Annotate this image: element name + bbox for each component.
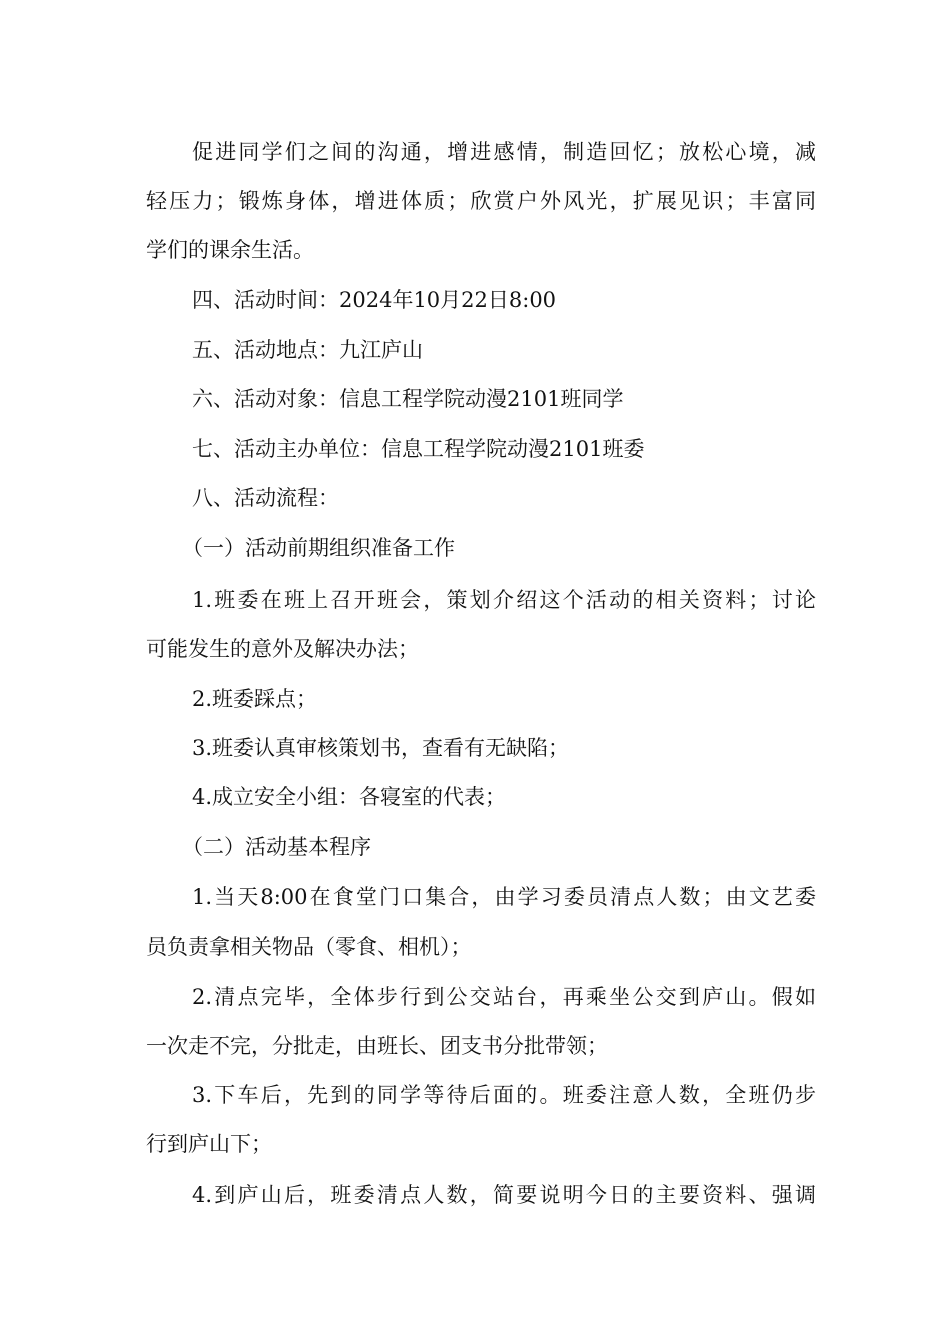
section-heading-participants: 六、活动对象：信息工程学院动漫2101班同学 <box>192 387 624 411</box>
list-item-line: 1.当天8:00在食堂门口集合，由学习委员清点人数；由文艺委 <box>192 885 816 909</box>
list-item-line: 3.班委认真审核策划书，查看有无缺陷； <box>192 736 570 760</box>
section-heading-organizer: 七、活动主办单位：信息工程学院动漫2101班委 <box>192 437 645 461</box>
list-item-line: 一次走不完，分批走，由班长、团支书分批带领； <box>146 1034 608 1058</box>
list-item-line: 2.班委踩点； <box>192 687 318 711</box>
list-item-line: 行到庐山下； <box>146 1132 272 1156</box>
list-item-line: 员负责拿相关物品（零食、相机）； <box>146 935 472 959</box>
section-heading-location: 五、活动地点：九江庐山 <box>192 338 423 362</box>
list-item-line: 2.清点完毕，全体步行到公交站台，再乘坐公交到庐山。假如 <box>192 985 816 1009</box>
paragraph-line: 学们的课余生活。 <box>146 238 314 262</box>
section-heading-time: 四、活动时间：2024年10月22日8:00 <box>192 288 557 312</box>
subsection-heading-prep: （一）活动前期组织准备工作 <box>182 536 455 560</box>
list-item-line: 可能发生的意外及解决办法； <box>146 637 419 661</box>
paragraph-line: 轻压力；锻炼身体，增进体质；欣赏户外风光，扩展见识；丰富同 <box>146 189 816 213</box>
list-item-line: 4.到庐山后，班委清点人数，简要说明今日的主要资料、强调 <box>192 1183 816 1207</box>
paragraph-line: 促进同学们之间的沟通，增进感情，制造回忆；放松心境，减 <box>192 140 816 164</box>
section-heading-process: 八、活动流程： <box>192 486 339 510</box>
list-item-line: 3.下车后，先到的同学等待后面的。班委注意人数，全班仍步 <box>192 1083 816 1107</box>
list-item-line: 1.班委在班上召开班会，策划介绍这个活动的相关资料；讨论 <box>192 588 816 612</box>
list-item-line: 4.成立安全小组：各寝室的代表； <box>192 785 507 809</box>
subsection-heading-procedure: （二）活动基本程序 <box>182 835 371 859</box>
